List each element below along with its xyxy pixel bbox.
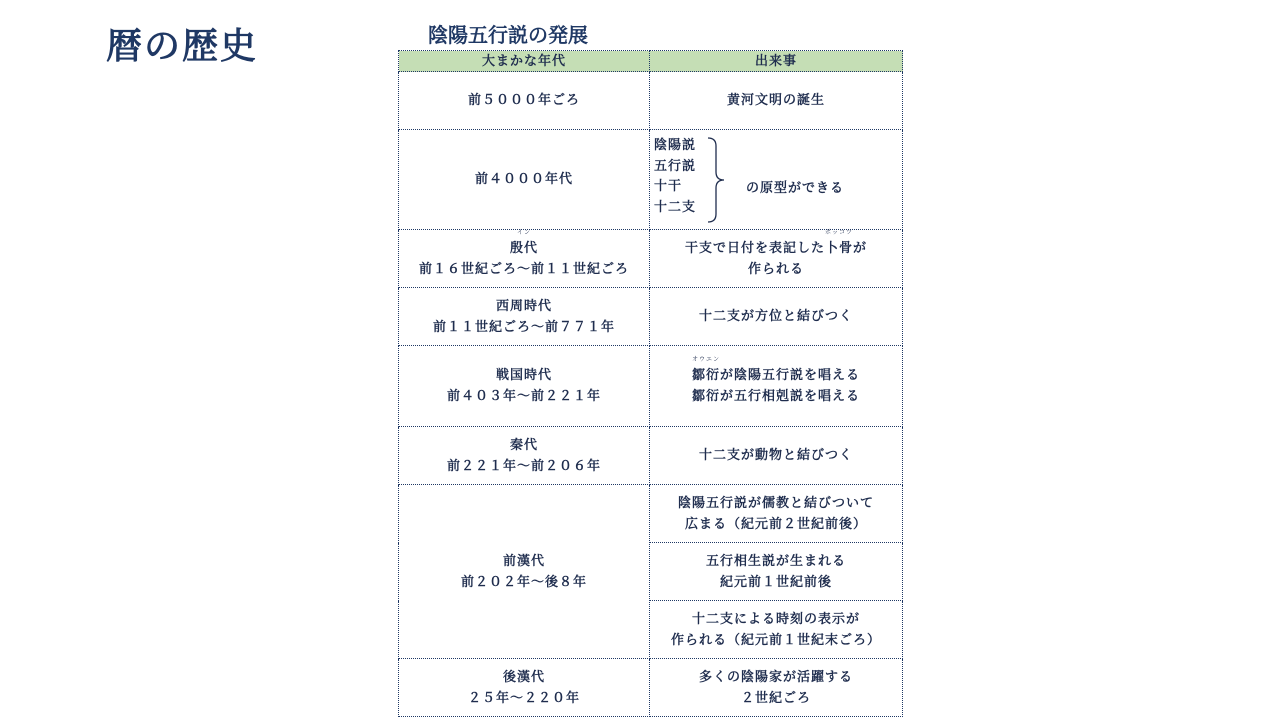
era-cell (399, 427, 650, 485)
era-cell (399, 230, 650, 288)
era-name: 後漢代 (502, 669, 545, 685)
table-row (399, 130, 903, 230)
era-cell (399, 346, 650, 427)
table-row (399, 346, 903, 427)
ruby-base: 卜骨 (824, 240, 853, 256)
concept-list (654, 136, 696, 218)
event-cell (650, 601, 903, 659)
event-cell (650, 659, 903, 717)
event-text: が (853, 240, 868, 256)
event-cell (650, 346, 903, 427)
bracket-suffix: の原型ができる (746, 181, 845, 196)
era-cell (399, 72, 650, 130)
era-range: 前２０２年～後８年 (460, 574, 587, 590)
list-item: 五行説 (654, 158, 697, 174)
event-text: 十二支による時刻の表示が (691, 611, 860, 627)
list-item: 十二支 (654, 199, 697, 215)
event-text: 干支で日付を表記した (684, 240, 825, 256)
table-row (399, 485, 903, 543)
event-cell (650, 288, 903, 346)
table-row (399, 72, 903, 130)
era-range: 前２２１年～前２０６年 (446, 458, 601, 474)
table-row (399, 427, 903, 485)
ruby-text (509, 228, 538, 259)
event-cell (650, 543, 903, 601)
event-cell (650, 72, 903, 130)
ruby-annotation: イン (516, 228, 531, 236)
event-cell (650, 427, 903, 485)
era-cell (399, 288, 650, 346)
era-range: 前４０３年～前２２１年 (446, 389, 601, 404)
event-text: 十二支が方位と結びつく (698, 309, 853, 324)
event-text: が陰陽五行説を唱える (720, 368, 861, 383)
era-name: 前漢代 (502, 553, 545, 569)
event-text: 十二支が動物と結びつく (698, 448, 853, 463)
header-event: 出来事 (650, 51, 903, 72)
event-text: 陰陽五行説が儒教と結びついて (677, 495, 874, 511)
event-text: 黄河文明の誕生 (726, 93, 825, 108)
list-item: 十干 (654, 179, 683, 194)
event-text: ２世紀ごろ (740, 690, 811, 706)
event-text: 多くの陰陽家が活躍する (698, 669, 853, 685)
table-header-row (399, 51, 903, 72)
event-text: 五行相生説が生まれる (705, 553, 846, 569)
header-era: 大まかな年代 (399, 51, 650, 72)
era-range: 前１１世紀ごろ～前７７１年 (432, 319, 615, 335)
era-name: 戦国時代 (495, 368, 552, 383)
event-text: 鄒衍が五行相剋説を唱える (691, 389, 860, 404)
era-cell (399, 130, 650, 230)
era-text: 前４０００年代 (474, 172, 573, 187)
event-text: 紀元前１世紀前後 (719, 574, 832, 590)
ruby-text (691, 356, 720, 386)
era-name: 西周時代 (495, 298, 552, 314)
era-range: ２５年～２２０年 (467, 690, 580, 706)
table-row (399, 230, 903, 288)
era-name: 殷代 (509, 240, 538, 256)
era-range: 前１６世紀ごろ～前１１世紀ごろ (418, 261, 629, 277)
era-cell (399, 659, 650, 717)
event-text: 作られる (747, 261, 804, 277)
ruby-annotation: ボッコツ (824, 228, 853, 236)
event-text: 広まる（紀元前２世紀前後） (684, 516, 867, 532)
table-title: 陰陽五行説の発展 (428, 23, 588, 47)
era-name: 秦代 (509, 437, 538, 453)
event-cell (650, 230, 903, 288)
right-brace-icon (706, 136, 730, 224)
list-item: 陰陽説 (654, 138, 697, 153)
history-table (398, 50, 903, 717)
table-row (399, 659, 903, 717)
event-text: 作られる（紀元前１世紀末ごろ） (670, 632, 881, 648)
table-row (399, 288, 903, 346)
event-cell (650, 130, 903, 230)
era-cell (399, 485, 650, 659)
era-text: 前５０００年ごろ (467, 93, 580, 108)
ruby-base: 鄒衍 (691, 368, 720, 383)
slide-title: 暦の歴史 (106, 26, 259, 67)
ruby-annotation: オウエン (691, 356, 720, 363)
ruby-text (824, 228, 853, 259)
event-cell (650, 485, 903, 543)
